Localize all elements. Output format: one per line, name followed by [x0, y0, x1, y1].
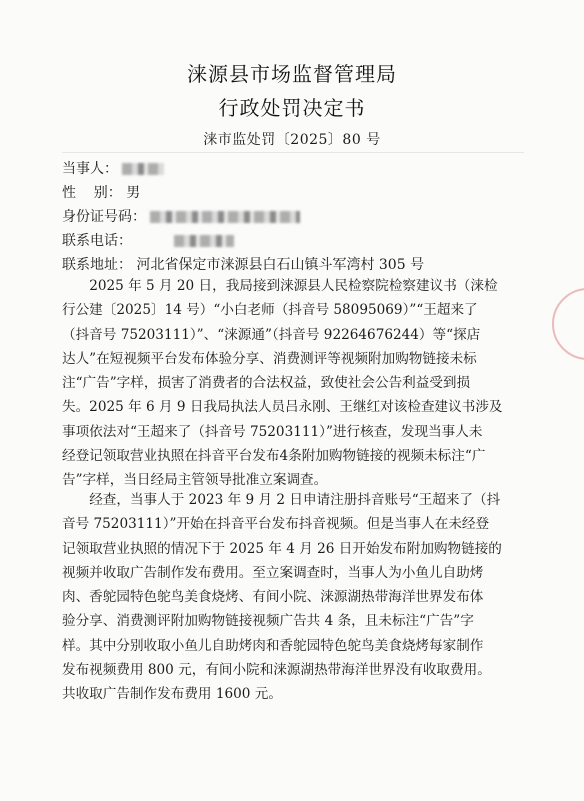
document-number: 涞市监处罚〔2025〕80 号: [203, 132, 381, 148]
phone-row: [62, 230, 234, 250]
paragraph-line: 样。其中分别收取小鱼儿自助烤肉和香鸵园特色鸵鸟美食烧烤每家制作: [62, 637, 484, 654]
address-label: 联系地址：: [62, 257, 132, 273]
paragraph-line: 肉、香鸵园特色鸵鸟美食烧烤、有间小院、涞源湖热带海洋世界发布体: [62, 589, 484, 606]
paragraph-line: 音号 75203111）”开始在抖音平台发布抖音视频。但是当事人在未经登: [62, 516, 490, 533]
redacted-name: [122, 163, 164, 175]
id-number-row: [62, 206, 300, 226]
paragraph-line: 达人”在短视频平台发布体验分享、消费测评等视频附加购物链接未标: [62, 350, 477, 367]
party-name-label: 当事人：: [62, 161, 118, 177]
paragraph-line: 验分享、消费测评附加购物链接视频广告共 4 条，且未标注“广告”字: [62, 613, 474, 630]
official-seal: [552, 288, 584, 360]
phone-label: 联系电话：: [62, 233, 132, 249]
paragraph-line: 注“广告”字样，损害了消费者的合法权益，致使社会公告利益受到损: [62, 375, 471, 392]
document-title: 行政处罚决定书: [218, 96, 366, 120]
redacted-phone: [174, 235, 234, 247]
address-value: 河北省保定市涞源县白石山镇斗军湾村 305 号: [136, 257, 425, 273]
gender-value: 男: [126, 185, 141, 201]
gender-label: 性 别：: [62, 185, 122, 201]
paragraph-line: 视频并收取广告制作发布费用。至立案调查时，当事人为小鱼儿自助烤: [62, 564, 484, 581]
paragraph-line: 经登记领取营业执照在抖音平台发布4条附加购物链接的视频未标注“广: [62, 448, 486, 465]
paragraph-line: 2025 年 5 月 20 日，我局接到涞源县人民检察院检察建议书（涞检: [89, 278, 498, 294]
paragraph-investigation: [62, 488, 524, 707]
paragraph-line: 告”字样，当日经局主管领导批准立案调查。: [62, 472, 328, 489]
agency-title: 涞源县市场监督管理局: [187, 62, 397, 86]
paragraph-line: （抖音号 75203111）”、“涞源通”（抖音号 92264676244）等“探店: [62, 326, 481, 343]
paragraph-line: 行公建〔2025〕14 号）“小白老师（抖音号 58095069）”“王超来了: [62, 302, 478, 319]
paragraph-line: 经查，当事人于 2023 年 9 月 2 日申请注册抖音账号“王超来了（抖: [89, 492, 501, 508]
paragraph-case-origin: [62, 274, 524, 493]
address-row: [62, 254, 424, 274]
paragraph-line: 事项依法对“王超来了（抖音号 75203111）”进行核查，发现当事人未: [62, 423, 483, 440]
id-number-label: 身份证号码：: [62, 209, 146, 225]
redacted-id-number: [150, 211, 300, 223]
header-divider: [62, 152, 524, 153]
party-name-row: [62, 158, 164, 178]
paragraph-line: 发布视频费用 800 元，有间小院和涞源湖热带海洋世界没有收取费用。: [62, 662, 491, 679]
gender-row: [62, 182, 140, 202]
paragraph-line: 共收取广告制作发布费用 1600 元。: [62, 686, 282, 703]
paragraph-line: 失。2025 年 6 月 9 日我局执法人员吕永刚、王继红对该检查建议书涉及: [62, 399, 503, 416]
paragraph-line: 记领取营业执照的情况下于 2025 年 4 月 26 日开始发布附加购物链接的: [62, 540, 502, 557]
